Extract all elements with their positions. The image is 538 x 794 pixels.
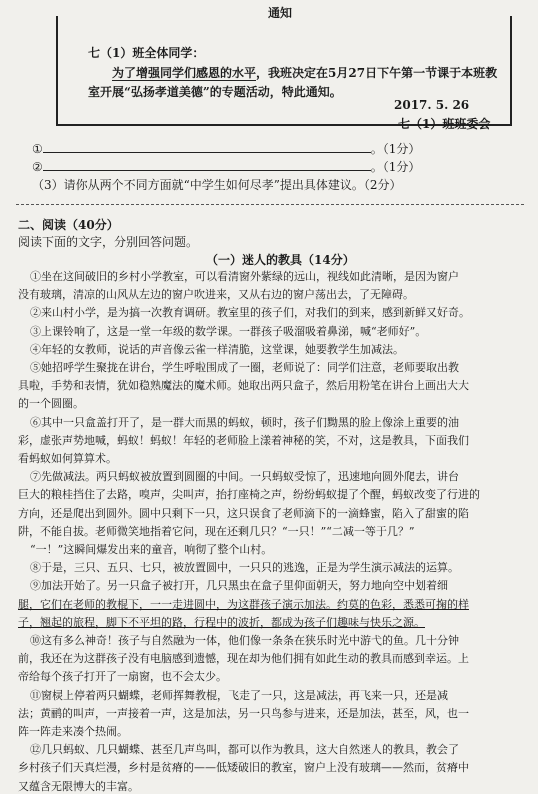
answer-item-2 xyxy=(32,158,420,175)
passage-line: 法；黄鹂的叫声，一声接着一声，这是加法，另一只鸟参与进来，还是加法，甚至，风，也一 xyxy=(18,706,469,720)
answer-item-1-end: 。（1分） xyxy=(370,142,421,156)
answer-item-2-end: 。（1分） xyxy=(370,160,421,174)
passage-line: ⑤她招呼学生聚拢在讲台，学生呼啦围成了一圈，老师说了：同学们注意，老师要取出教 xyxy=(30,361,459,374)
notice-date: 2017. 5. 26 xyxy=(394,98,470,112)
notice-salutation: 七（1）班全体同学： xyxy=(88,46,205,60)
passage-line: 没有玻璃，清凉的山风从左边的窗户吹进来，又从右边的窗户荡出去，了无障碍。 xyxy=(18,288,414,302)
notice-line2: 室开展“弘扬孝道美德”的专题活动，特此通知。 xyxy=(88,85,342,99)
passage-title: （一）迷人的教具（14分） xyxy=(206,253,355,267)
answer-blank-2[interactable] xyxy=(43,161,371,171)
passage-line: 帝给每个孩子打开了一扇窗，也不会太少。 xyxy=(18,670,227,684)
passage-line: 的一个圆圈。 xyxy=(18,397,84,411)
passage-line: ④年轻的女教师，说话的声音像云雀一样清脆，这堂课，她要教学生加减法。 xyxy=(30,342,404,356)
passage-line: 具啦，手势和表情，犹如稳熟魔法的魔术师。她取出两只盒子，然后用粉笔在讲台上画出大大 xyxy=(18,379,469,393)
notice-header: 通知 xyxy=(268,6,293,20)
passage-line: 腿，它们在老师的教棍下，一一走进圆中，为这群孩子演示加法。约莫的色彩，悉悉可掬的样 xyxy=(18,597,469,611)
notice-line1 xyxy=(112,64,497,81)
passage-line: ⑧于是，三只、五只、七只，被放置圆中，一只只的逃逸，正是为学生演示减法的运算。 xyxy=(30,561,459,575)
answer-item-1-label: ① xyxy=(32,142,43,156)
passage-line: ⑪窗棂上停着两只蝴蝶，老师挥舞教棍，飞走了一只，这是减法，再飞来一只，还是减 xyxy=(30,688,448,702)
passage-line: ①坐在这间破旧的乡村小学教室，可以看清窗外紫绿的远山，视线如此清晰，是因为窗户 xyxy=(30,270,459,283)
passage-line: 方向，还是爬出到圆外。圆中只剩下一只，这只误食了老师滴下的一滴蜂蜜，陷入了甜蜜的陷 xyxy=(18,506,469,520)
passage-line: ⑫几只蚂蚁、几只蝴蝶、甚至几声鸟叫，都可以作为教具，这大自然迷人的教具，教会了 xyxy=(30,743,459,757)
answer-item-3: （3）请你从两个不同方面就“中学生如何尽孝”提出具体建议。（2分） xyxy=(32,178,402,192)
answer-item-2-label: ② xyxy=(32,160,43,174)
section2-instruction: 阅读下面的文字，分别回答问题。 xyxy=(18,235,199,249)
passage-line: 又蕴含无限博大的丰富。 xyxy=(18,779,139,793)
passage-line: “一！”这瞬间爆发出来的童音，响彻了整个山村。 xyxy=(30,543,273,556)
passage-line: 前，我还在为这群孩子没有电脑感到遗憾，现在却为他们拥有如此生动的教具而感到幸运。上 xyxy=(18,652,469,666)
notice-signature: 七（1）班班委会 xyxy=(398,117,491,131)
answer-item-1 xyxy=(32,140,420,157)
notice-line1-rest: ，我班决定在5月27日下午第一节课于本班教 xyxy=(256,66,498,80)
passage-line: 彩，虚张声势地喊，蚂蚁！蚂蚁！年轻的老师脸上漾着神秘的笑，不对，这是教具，下面我们 xyxy=(18,433,469,447)
passage-line: 巨大的粮桂挡住了去路，嗅声，尖叫声，抬打座椅之声，纷纷蚂蚁提了个醒，蚂蚁改变了行进的 xyxy=(18,488,480,502)
section2-heading: 二、阅读（40分） xyxy=(18,218,119,232)
passage-line: ⑨加法开始了。另一只盒子被打开，几只黑虫在盒子里仰面朝天，努力地向空中划着细 xyxy=(30,579,448,593)
passage-line: ⑩这有多么神奇！孩子与自然融为一体，他们像一条条在狭乐时光中游弋的鱼。几十分钟 xyxy=(30,634,459,647)
passage-line: ③上课铃响了，这是一堂一年级的数学课。一群孩子吸溜吸着鼻涕，喊“老师好”。 xyxy=(30,324,427,338)
passage-line: 乡村孩子们天真烂漫，乡村是贫瘠的——低矮破旧的教室，窗户上没有玻璃——然而，贫瘠中 xyxy=(18,761,469,775)
passage-line: ⑥其中一只盒盖打开了，是一群大而黑的蚂蚁，顿时，孩子们黝黑的脸上像涂上重要的油 xyxy=(30,415,459,429)
passage-line: 看蚂蚁如何算算术。 xyxy=(18,452,117,465)
passage-line: ⑦先做减法。两只蚂蚁被放置到圆圈的中间。一只蚂蚁受惊了，迅速地向圆外爬去，讲台 xyxy=(30,470,459,484)
notice-underlined-phrase: 为了增强同学们感恩的水平 xyxy=(112,66,257,80)
passage-line: 阱，不能自拔。老师微笑地指着它问，现在还剩几只？“一只！”“二减一等于几？” xyxy=(18,524,415,538)
passage-line: 阵一阵走来凑个热闹。 xyxy=(18,725,128,738)
passage-line: ②来山村小学，是为搞一次教育调研。教室里的孩子们，对我们的到来，感到新鲜又好奇。 xyxy=(30,306,470,320)
section-divider xyxy=(16,204,524,205)
answer-blank-1[interactable] xyxy=(43,143,371,153)
passage-line: 子，翘起的旅程，脚下不平坦的路，行程中的波折，都成为孩子们趣味与快乐之源。 xyxy=(18,615,425,629)
